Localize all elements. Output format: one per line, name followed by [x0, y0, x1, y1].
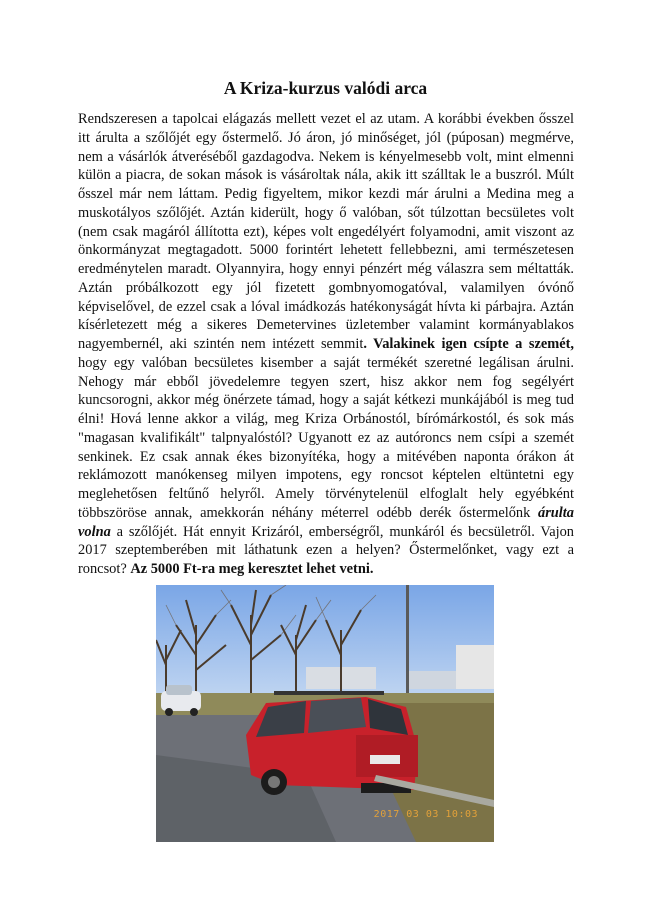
license-plate [370, 755, 400, 764]
page-title: A Kriza-kurzus valódi arca [223, 78, 428, 98]
photo-scene [156, 585, 494, 842]
body-text-part: a szőlőjét. Hát ennyit Krizáról, emberségről, munkáról és becsületről. Vajon 2017 szeptemberében mit láthatunk ezen a helyen? Őstermelőnket, vagy ezt a roncsot? [78, 523, 574, 577]
lamp-post [406, 585, 409, 695]
roof-rack [274, 691, 384, 695]
body-text-part: hogy egy valóban becsületes kisember a saját termékét szeretné legálisan árulni. Nehogy már ebből jövedelemre tegyen szert, hisz akkor nem fog segélyért kuncsorogni, akkor még önérzete támad, hogy a saját kétkezi munkájából is meg tud élni! Hová lenne akkor a világ, meg Kriza Orbánostól, bírómárkostól, és sok más "magasan kvalifikált" talpnyalóstól? Ugyanott ez az autóroncs nem csípi a szemét senkinek. Ez csak annak ékes bizonyítéka, hogy a mitévében naponta órákon át reklámozott manókenseg milyen impotens, egy roncsot képtelen eltüntetni egy meglehetősen feltűnő helyről. Amely törvénytelenül elfoglalt hely egyébként többszöröse annak, amekkorán néhány méterrel odébb derék őstermelőnk [78, 354, 574, 521]
distant-building [456, 645, 494, 689]
body-text-part: Rendszeresen a tapolcai elágazás mellett vezet el az utam. A korábbi években ősszel itt árulta a szőlőjét egy őstermelő. Jó áron, jó minőséget, jól (púposan) megmérve, nem a vásárlók átveréséből gazdagodva. Nekem is kényelmesebb volt, mint elmenni külön a piacra, de sokan mások is vásároltak nála, akik itt szálltak le a buszról. Múlt ősszel már nem láttam. Pedig figyeltem, mikor kezdi már árulni a Medina meg a muskotályos szőlőjét. Aztán kiderült, hogy ő valóban, sőt túlzottan becsületes volt (nem csak magáról állította ezt), képes volt engedélyért folyamodni, amit viszont az önkormányzat megtagadott. 5000 forintért lehetett fellebbezni, ami természetesen eredménytelen maradt. Olyannyira, hogy ennyi pénzért még válaszra sem méltatták. Aztán próbálkozott egy jól fizetett gombnyomogatóval, valamilyen óvónő képviselővel, de ezzel csak a lóval imádkozás hatékonyságát hívta ki párbajra. Aztán kísérletezett még a sikeres Demetervines üzletember valamint kormányablakos nagyembernél, aki szintén nem intézett semmit [78, 111, 574, 352]
body-text-bold: . Valakinek igen csípte a szemét, [363, 336, 574, 352]
article-body [78, 110, 574, 579]
photo-timestamp: 2017 03 03 10:03 [373, 809, 478, 820]
body-text-closing-bold: Az 5000 Ft-ra meg keresztet lehet vetni. [130, 561, 374, 577]
body-text-emphasis: árulta volna [78, 504, 574, 540]
street-photo [156, 585, 494, 842]
